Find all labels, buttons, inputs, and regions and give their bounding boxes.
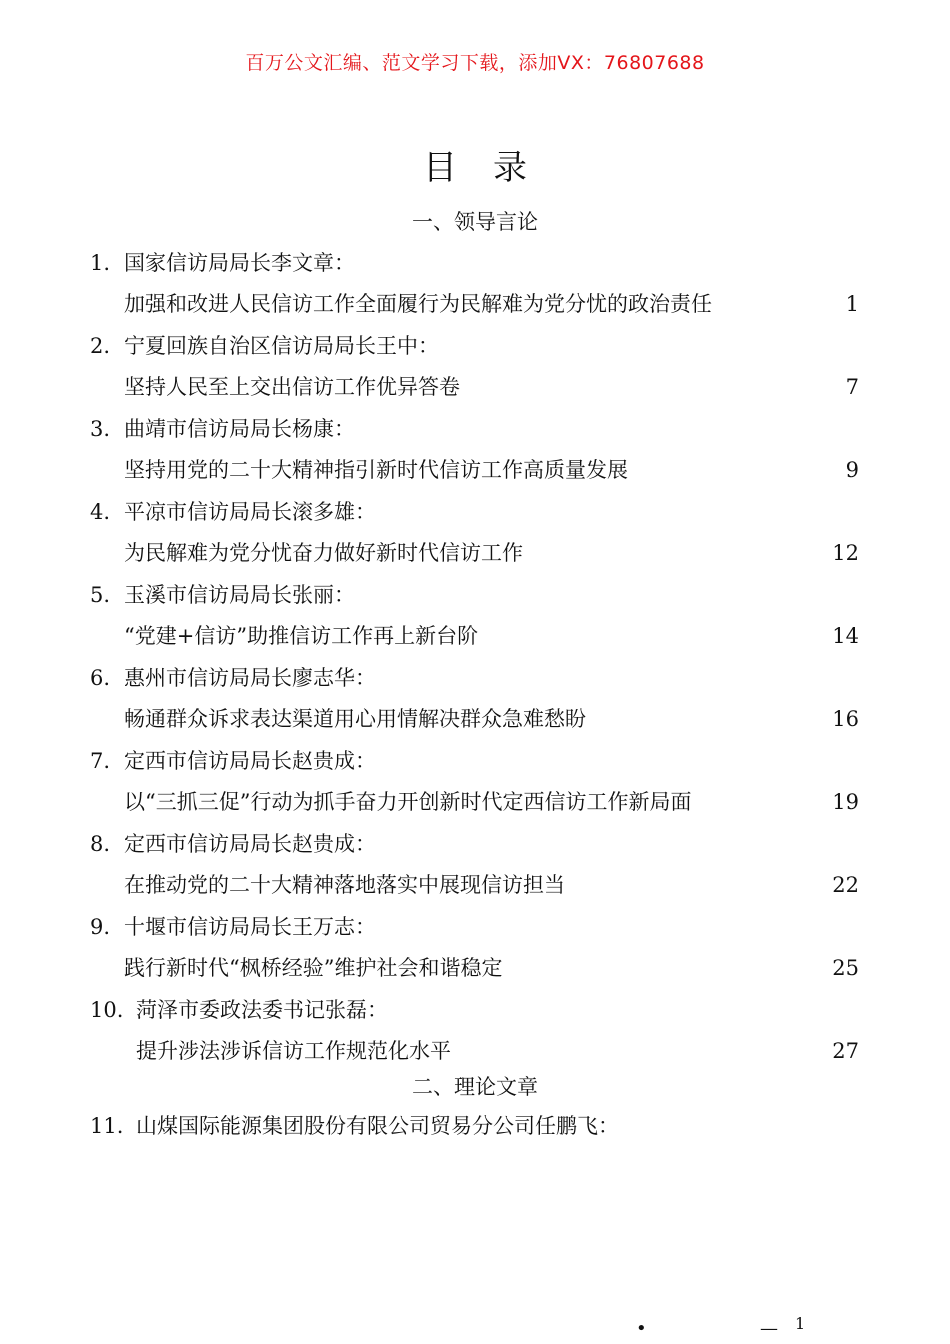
entry-number: 4. <box>90 500 111 524</box>
toc-entry-title[interactable] <box>0 787 950 817</box>
entry-author: 定西市信访局局长赵贵成： <box>124 749 376 773</box>
entry-author: 山煤国际能源集团股份有限公司贸易分公司任鹏飞： <box>136 1114 619 1138</box>
entry-page-number: 22 <box>832 873 859 897</box>
entry-title: 加强和改进人民信访工作全面履行为民解难为党分忧的政治责任 <box>124 292 712 316</box>
entry-page-number: 14 <box>832 624 859 648</box>
entry-page-number: 27 <box>832 1039 859 1063</box>
entry-author: 玉溪市信访局局长张丽： <box>124 583 355 607</box>
toc-entry-title[interactable] <box>0 1036 950 1066</box>
toc-entry-author <box>0 414 950 444</box>
entry-number: 6. <box>90 666 111 690</box>
page-title: 目录 <box>423 148 563 188</box>
toc-entry-title[interactable] <box>0 372 950 402</box>
entry-author: 惠州市信访局局长廖志华： <box>124 666 376 690</box>
entry-author: 十堰市信访局局长王万志： <box>124 915 376 939</box>
toc-entry-author <box>0 497 950 527</box>
toc-entry-author <box>0 912 950 942</box>
entry-title: 坚持用党的二十大精神指引新时代信访工作高质量发展 <box>124 458 628 482</box>
entry-title: 以“三抓三促”行动为抓手奋力开创新时代定西信访工作新局面 <box>124 790 692 814</box>
toc-entry-author <box>0 248 950 278</box>
toc-entry-title[interactable] <box>0 455 950 485</box>
entry-title: 畅通群众诉求表达渠道用心用情解决群众急难愁盼 <box>124 707 586 731</box>
entry-number: 1. <box>90 251 111 275</box>
toc-entry-title[interactable] <box>0 870 950 900</box>
entry-number: 8. <box>90 832 111 856</box>
entry-author: 平凉市信访局局长滚多雄： <box>124 500 376 524</box>
entry-title: 为民解难为党分忧奋力做好新时代信访工作 <box>124 541 523 565</box>
entry-number: 11. <box>90 1114 124 1138</box>
entry-page-number: 7 <box>845 375 859 399</box>
entry-number: 9. <box>90 915 111 939</box>
toc-entry-author <box>0 580 950 610</box>
entry-number: 7. <box>90 749 111 773</box>
entry-number: 2. <box>90 334 111 358</box>
entry-page-number: 19 <box>832 790 859 814</box>
section-heading-theory-articles: 二、理论文章 <box>412 1075 538 1099</box>
entry-author: 定西市信访局局长赵贵成： <box>124 832 376 856</box>
entry-title: 提升涉法涉诉信访工作规范化水平 <box>136 1039 451 1063</box>
toc-entry-title[interactable] <box>0 953 950 983</box>
watermark-header: 百万公文汇编、范文学习下载，添加VX：76807688 <box>245 52 705 74</box>
toc-entry-title[interactable] <box>0 289 950 319</box>
entry-author: 国家信访局局长李文章： <box>124 251 355 275</box>
footer-dot: • <box>636 1318 647 1339</box>
entry-page-number: 1 <box>845 292 859 316</box>
entry-author: 宁夏回族自治区信访局局长王中： <box>124 334 439 358</box>
toc-entry-title[interactable] <box>0 621 950 651</box>
entry-page-number: 16 <box>832 707 859 731</box>
toc-entry-title[interactable] <box>0 704 950 734</box>
toc-entry-author <box>0 746 950 776</box>
entry-number: 3. <box>90 417 111 441</box>
toc-entry-author <box>0 995 950 1025</box>
entry-title: 践行新时代“枫桥经验”维护社会和谐稳定 <box>124 956 503 980</box>
section-heading-leader-speeches: 一、领导言论 <box>412 210 538 234</box>
entry-author: 曲靖市信访局局长杨康： <box>124 417 355 441</box>
toc-entry-author <box>0 829 950 859</box>
entry-page-number: 12 <box>832 541 859 565</box>
entry-number: 10. <box>90 998 124 1022</box>
toc-entry-author <box>0 663 950 693</box>
toc-entry-title[interactable] <box>0 538 950 568</box>
entry-number: 5. <box>90 583 111 607</box>
entry-title: “党建+信访”助推信访工作再上新台阶 <box>124 624 479 648</box>
footer-dash: — <box>760 1318 778 1339</box>
entry-title: 坚持人民至上交出信访工作优异答卷 <box>124 375 460 399</box>
footer-page-number: 1 <box>795 1314 806 1333</box>
toc-entry-author <box>0 331 950 361</box>
entry-author: 菏泽市委政法委书记张磊： <box>136 998 388 1022</box>
entry-page-number: 25 <box>832 956 859 980</box>
entry-title: 在推动党的二十大精神落地落实中展现信访担当 <box>124 873 565 897</box>
entry-page-number: 9 <box>845 458 859 482</box>
toc-entry-author <box>0 1111 950 1141</box>
